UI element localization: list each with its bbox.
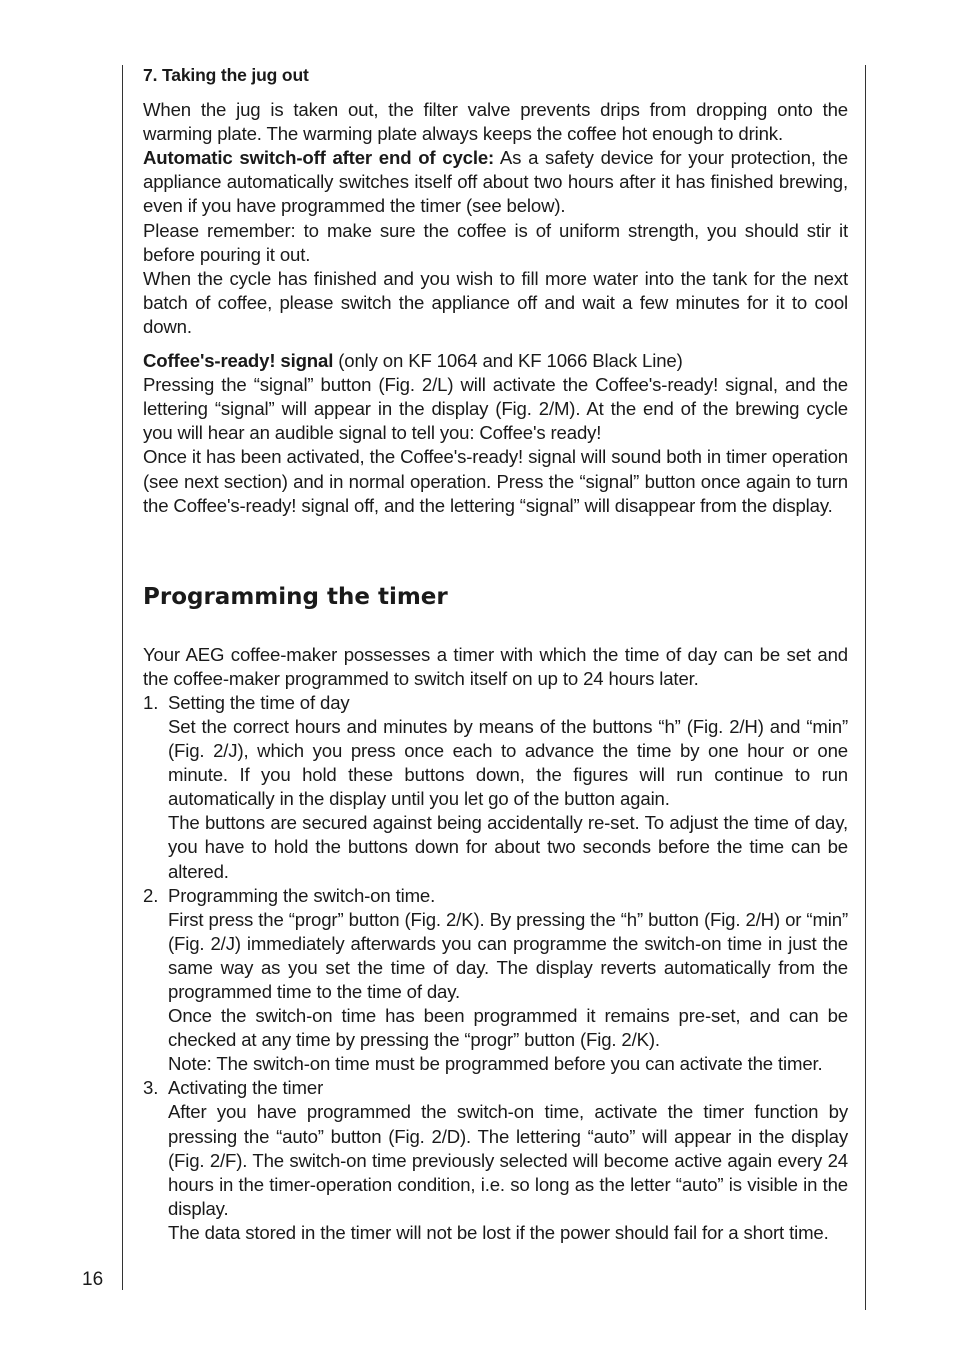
step-item — [143, 884, 848, 1077]
paragraph: Please remember: to make sure the coffee is of uniform strength, you should stir it before pouring it out. — [143, 219, 848, 265]
section-heading: 7. Taking the jug out — [143, 65, 309, 85]
paragraph: When the cycle has finished and you wish to fill more water into the tank for the next batch of coffee, please switch the appliance off and wait a few minutes for it to cool down. — [143, 267, 848, 337]
step-paragraph: Set the correct hours and minutes by means of the buttons “h” (Fig. 2/H) and “min” (Fig. 2/J), which you press once each to advance the time by one hour or one minute. If you hold these buttons down, the figures will run continue to run automatically in the display until you let go of the button again. — [168, 715, 848, 810]
step-item — [143, 1076, 848, 1245]
programming-title: Programming the timer — [143, 583, 448, 610]
page-content — [143, 63, 848, 1245]
step-title: Setting the time of day — [168, 691, 350, 713]
left-margin-rule — [122, 65, 123, 1290]
programming-intro: Your AEG coffee-maker possesses a timer with which the time of day can be set and the coffee-maker programmed to switch itself on up to 24 hours later. — [143, 643, 848, 689]
auto-switch-off-label: Automatic switch-off after end of cycle: — [143, 147, 495, 169]
page-number: 16 — [82, 1269, 104, 1290]
step-paragraph: First press the “progr” button (Fig. 2/K). By pressing the “h” button (Fig. 2/H) or “min” (Fig. 2/J) immediately afterwards you can programme the switch-on time in just the same way as you set the time of day. The display reverts automatically from the programmed time to the time of day. — [168, 908, 848, 1002]
steps-list — [143, 691, 848, 1245]
step-paragraph: The buttons are secured against being accidentally re-set. To adjust the time of day, you have to hold the buttons down for about two seconds before the time can be altered. — [168, 812, 848, 882]
step-paragraph: The data stored in the timer will not be lost if the power should fail for a short time. — [168, 1221, 829, 1243]
step-item — [143, 691, 848, 884]
signal-label: Coffee's-ready! signal — [143, 350, 334, 372]
step-title: Programming the switch-on time. — [168, 884, 436, 906]
step-number: 3. — [143, 1077, 159, 1099]
paragraph: When the jug is taken out, the filter valve prevents drips from dropping onto the warming plate. The warming plate always keeps the coffee hot enough to drink. — [143, 99, 848, 145]
step-number: 2. — [143, 884, 159, 906]
paragraph-auto-switch-off — [143, 146, 848, 218]
signal-note: (only on KF 1064 and KF 1066 Black Line) — [333, 350, 683, 372]
step-paragraph: After you have programmed the switch-on time, activate the timer function by pressing the “auto” button (Fig. 2/D). The lettering “auto” will appear in the display (Fig. 2/F). The switch-on time previously selected will become active again every 24 hours in the timer-operation condition, i.e. so long as the letter “auto” is visible in the display. — [168, 1101, 848, 1219]
auto-switch-off-text: As a safety device for your protection, the appliance automatically switches itself off about two hours after it has finished brewing, even if you have programmed the timer (see below). — [143, 147, 848, 217]
step-paragraph: Once the switch-on time has been programmed it remains pre-set, and can be checked at any time by pressing the “progr” button (Fig. 2/K). — [168, 1005, 848, 1051]
step-title: Activating the timer — [168, 1077, 324, 1099]
paragraph: Pressing the “signal” button (Fig. 2/L) will activate the Coffee's-ready! signal, and the lettering “signal” will appear in the display (Fig. 2/M). At the end of the brewing cycle you will hear an audible signal to tell you: Coffee's ready! — [143, 374, 848, 444]
paragraph: Once it has been activated, the Coffee's-ready! signal will sound both in timer operation (see next section) and in normal operation. Press the “signal” button once again to turn the Coffee's-ready! signal off, and the lettering “signal” will disappear from the display. — [143, 446, 848, 516]
right-margin-rule — [865, 65, 866, 1310]
paragraph-signal — [143, 349, 848, 373]
step-paragraph: Note: The switch-on time must be programmed before you can activate the timer. — [168, 1053, 823, 1075]
step-number: 1. — [143, 691, 159, 713]
